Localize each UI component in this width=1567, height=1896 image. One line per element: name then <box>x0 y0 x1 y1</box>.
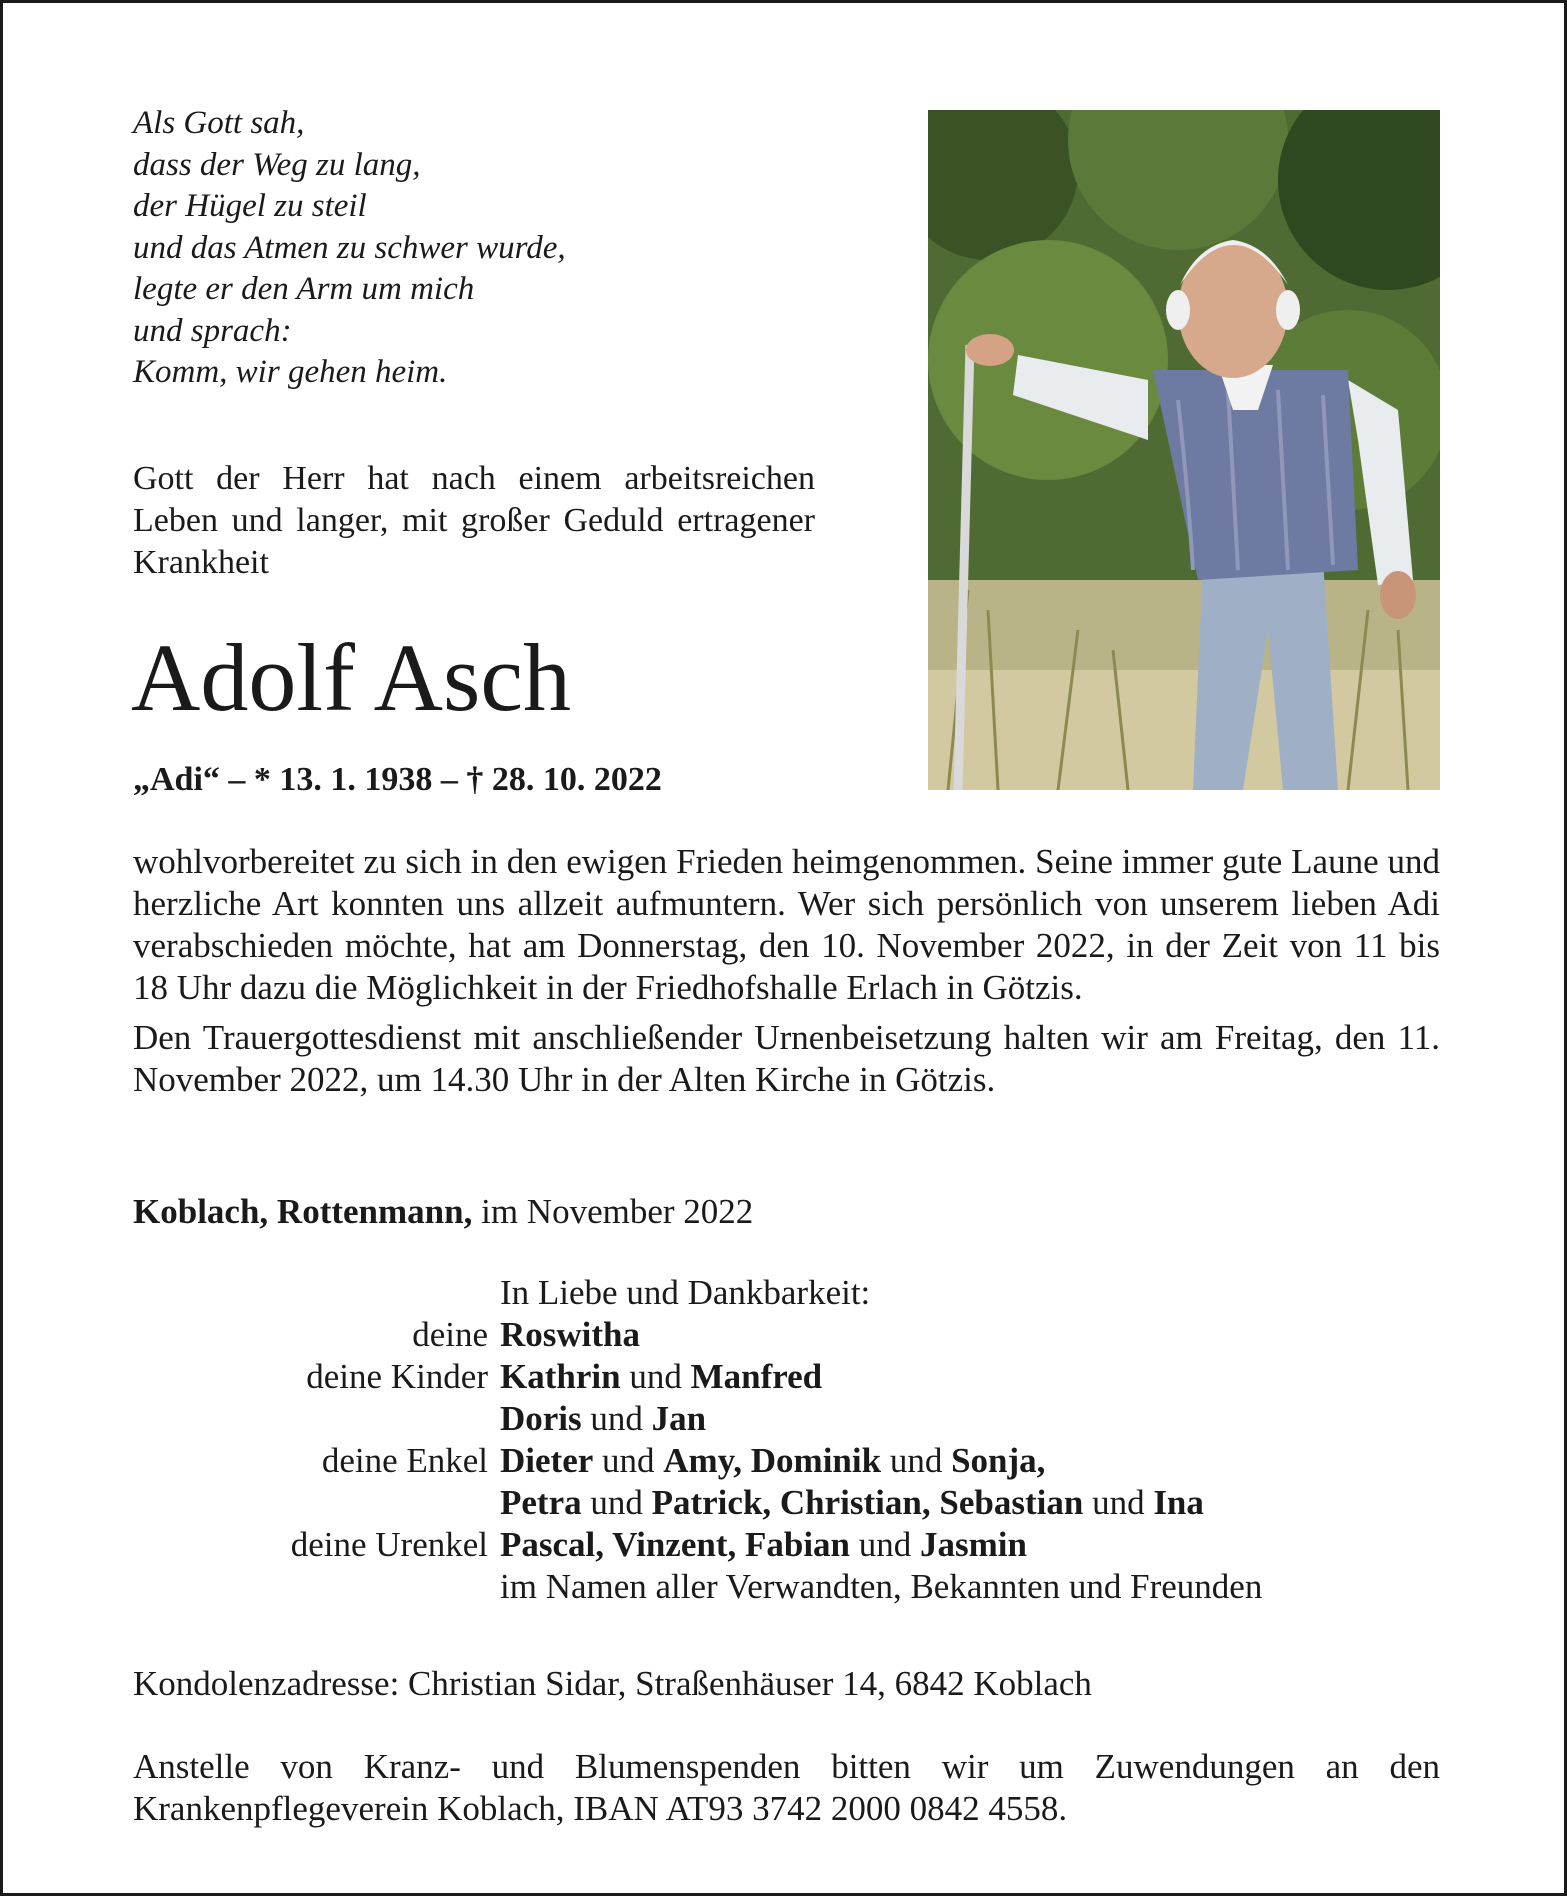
portrait-photo-icon <box>928 110 1440 790</box>
body-paragraph: wohlvorbereitet zu sich in den ewigen Frieden heimgenommen. Seine immer gute Laune und herzliche Art konnten uns allzeit aufmuntern. Wer sich persönlich von unserem lieben Adi verabschieden möchte, hat am Donnerstag, den 10. November 2022, in der Zeit von 11 bis 18 Uhr dazu die Möglichkeit in der Friedhofshalle Erlach in Götzis. <box>133 842 1440 1007</box>
family-row <box>133 1524 1443 1566</box>
family-member-name: Jasmin <box>920 1525 1027 1564</box>
connector-text: im Namen aller Verwandten, Bekannten und Freunden <box>500 1567 1263 1606</box>
family-names <box>500 1482 1204 1524</box>
poem-line: legte er den Arm um mich <box>133 271 475 307</box>
place-date-line <box>133 1191 753 1233</box>
family-member-name: Pascal, Vinzent, Fabian <box>500 1525 851 1564</box>
family-row <box>133 1482 1443 1524</box>
poem-line: und das Atmen zu schwer wurde, <box>133 229 566 266</box>
donation-note: Anstelle von Kranz- und Blumenspenden bitten wir um Zuwendungen an den Krankenpflegeverein Koblach, IBAN AT93 3742 2000 0842 4558. <box>133 1747 1440 1828</box>
place-date: im November 2022 <box>472 1192 754 1231</box>
family-signatures <box>133 1272 1443 1608</box>
intro-text: Gott der Herr hat nach einem arbeitsreichen Leben und langer, mit großer Geduld ertragener Krankheit <box>133 460 815 581</box>
connector-text: und <box>593 1441 664 1480</box>
obituary-body <box>133 841 1440 1109</box>
connector-text: und <box>850 1525 921 1564</box>
family-names <box>500 1398 706 1440</box>
body-paragraph: Den Trauergottesdienst mit anschließender Urnenbeisetzung halten wir am Freitag, den 11. November 2022, um 14.30 Uhr in der Alten Kirche in Götzis. <box>133 1018 1440 1099</box>
family-relation-label: deine <box>412 1315 488 1354</box>
poem-line: Komm, wir gehen heim. <box>133 354 448 390</box>
family-member-name: Sonja, <box>951 1441 1046 1480</box>
family-row <box>133 1566 1443 1608</box>
family-relation-label: deine Enkel <box>321 1441 488 1480</box>
family-member-name: Amy, Dominik <box>663 1441 882 1480</box>
family-names <box>500 1440 1045 1482</box>
family-row <box>133 1356 1443 1398</box>
connector-text: und <box>881 1441 952 1480</box>
poem-line: der Hügel zu steil <box>133 188 367 224</box>
connector-text: und <box>581 1483 652 1522</box>
family-member-name: Petra <box>500 1483 582 1522</box>
family-relation-label <box>133 1482 500 1524</box>
family-row <box>133 1314 1443 1356</box>
family-member-name: Dieter <box>500 1441 594 1480</box>
family-row <box>133 1398 1443 1440</box>
connector-text: und <box>581 1399 652 1438</box>
family-heading-row <box>133 1272 1443 1314</box>
family-member-name: Jan <box>651 1399 707 1438</box>
family-heading: In Liebe und Dankbarkeit: <box>500 1273 871 1312</box>
poem <box>133 103 693 394</box>
poem-line: Als Gott sah, <box>133 105 305 141</box>
poem-line: dass der Weg zu lang, <box>133 146 421 183</box>
poem-line: und sprach: <box>133 312 292 349</box>
family-names <box>500 1524 1027 1566</box>
portrait-photo <box>928 110 1440 790</box>
family-member-name: Doris <box>500 1399 582 1438</box>
family-relation-label <box>133 1398 500 1440</box>
connector-text: und <box>620 1357 691 1396</box>
deceased-name: Adolf Asch <box>131 624 571 731</box>
family-names <box>500 1566 1262 1608</box>
family-row <box>133 1440 1443 1482</box>
family-member-name: Patrick, Christian, Sebastian <box>651 1483 1084 1522</box>
connector-text: und <box>1083 1483 1154 1522</box>
place-towns: Koblach, Rottenmann, <box>133 1192 473 1231</box>
family-rows <box>133 1314 1443 1608</box>
family-names <box>500 1314 640 1356</box>
family-names <box>500 1356 822 1398</box>
condolence-address: Kondolenzadresse: Christian Sidar, Straßenhäuser 14, 6842 Koblach <box>133 1664 1092 1703</box>
family-member-name: Roswitha <box>500 1315 641 1354</box>
family-member-name: Kathrin <box>500 1357 621 1396</box>
family-member-name: Ina <box>1153 1483 1204 1522</box>
family-member-name: Manfred <box>690 1357 823 1396</box>
family-relation-label <box>133 1566 500 1608</box>
life-dates: „Adi“ – * 13. 1. 1938 – † 28. 10. 2022 <box>133 761 662 798</box>
family-relation-label: deine Kinder <box>306 1357 488 1396</box>
family-relation-label: deine Urenkel <box>290 1525 488 1564</box>
